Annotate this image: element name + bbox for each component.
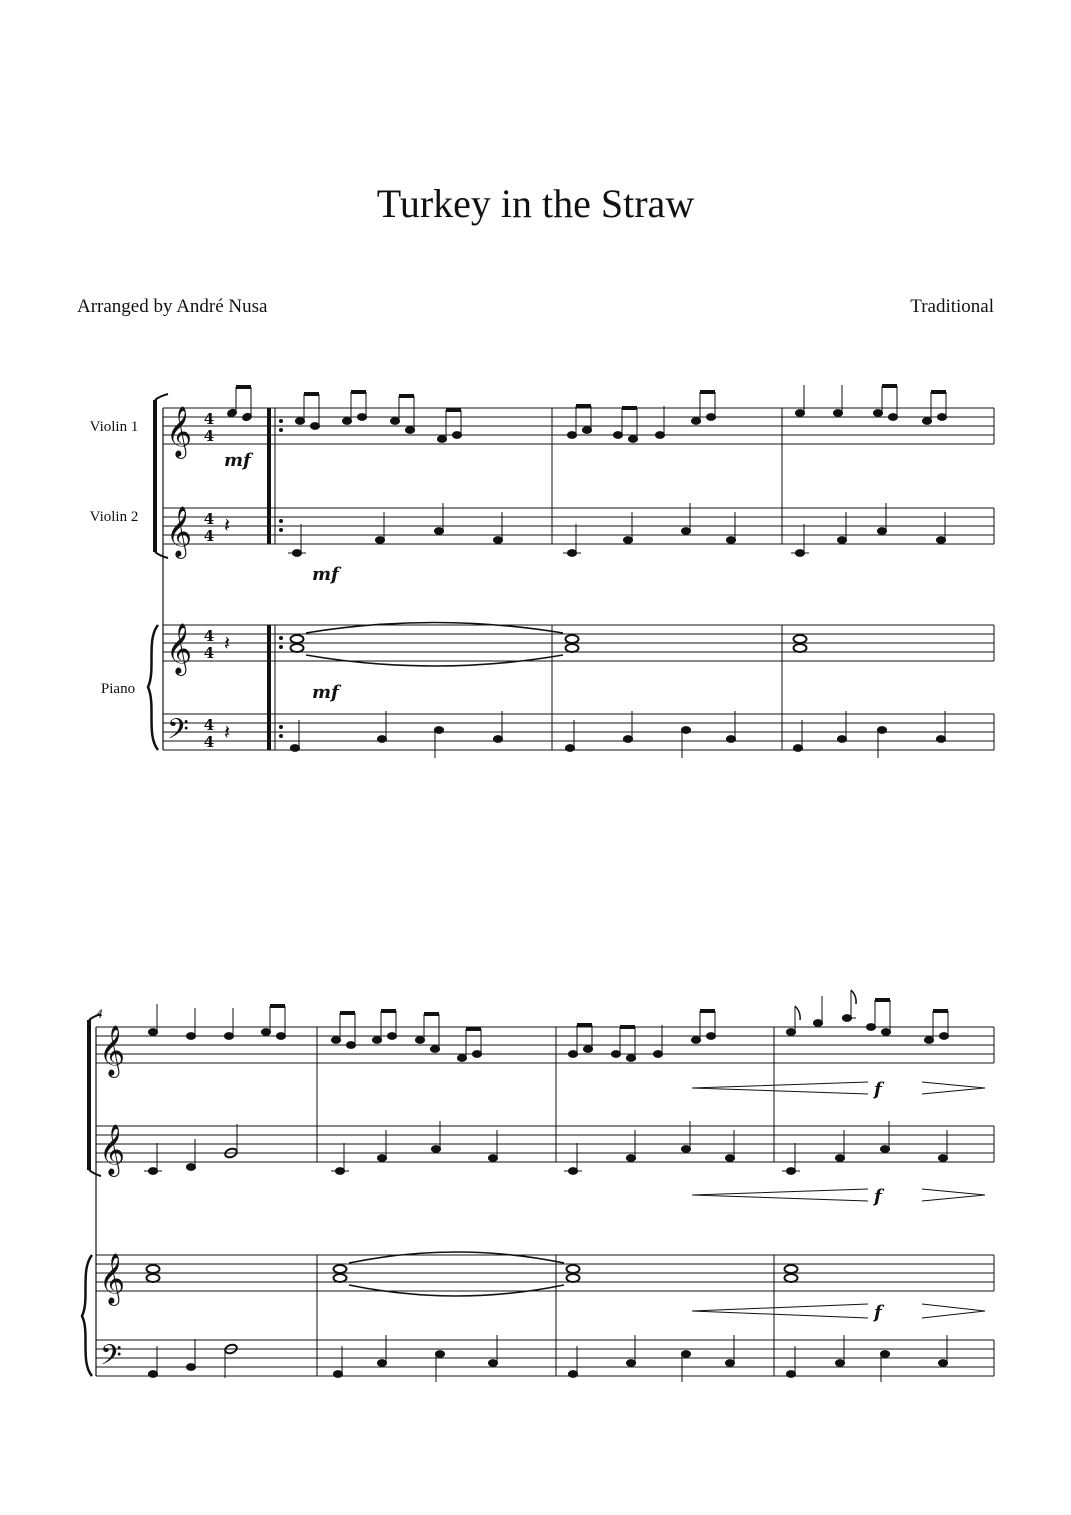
piano-bass-staff [163,714,994,750]
clefs-system-2 [99,1025,125,1379]
dynamic-f-violin1: f [874,1079,882,1100]
piano-brace [82,1255,92,1376]
time-sig-num: 4 [203,716,215,734]
piano-brace [148,625,158,750]
instrument-name-violin1: Violin 1 [89,419,139,435]
piece-title: Turkey in the Straw [376,181,695,226]
piano-treble-staff [163,625,994,661]
barlines-system-2 [317,1027,994,1376]
tie [306,623,563,634]
system-2 [82,1014,994,1376]
time-sig-num: 4 [203,510,215,528]
instrument-name-piano: Piano [100,681,136,697]
treble-clef-icon: 𝄞 [99,1025,126,1076]
time-sig-num: 4 [203,627,215,645]
time-sig-den: 4 [203,427,215,445]
svg-text:𝄽: 𝄽 [224,720,231,744]
v2-m2 [563,503,736,556]
arranger-credit: Arranged by André Nusa [77,296,268,317]
instrument-name-violin2: Violin 2 [89,509,139,525]
treble-clef-icon: 𝄞 [166,506,193,557]
violin2-notes-system-2 [144,1121,948,1174]
violin1-staff [163,408,994,444]
time-sig-den: 4 [203,644,215,662]
svg-text:𝄽: 𝄽 [224,631,231,655]
time-signatures-system-1 [204,410,214,751]
dynamic-mf-piano: mf [312,682,339,703]
violin1-notes-system-2 [148,990,948,1061]
hairpins-violin1 [692,1082,985,1094]
measure-number: 4 [96,1006,103,1021]
barlines-system-1 [552,408,994,750]
treble-clef-icon: 𝄞 [166,623,193,674]
dynamic-mf-violin2: mf [312,564,339,585]
system-1 [148,394,994,750]
piano-notes-system-2 [147,1252,948,1382]
violin1-notes-system-1 [227,385,947,442]
v2-m1 [288,503,503,556]
v2-m3 [791,503,946,556]
dynamic-mf-violin1: mf [224,450,251,471]
time-sig-den: 4 [203,527,215,545]
treble-clef-icon: 𝄞 [166,406,193,457]
dynamic-f-violin2: f [874,1186,882,1207]
time-sig-num: 4 [203,410,215,428]
violin2-staff [163,508,994,544]
treble-clef-icon: 𝄞 [99,1124,126,1175]
composer-credit: Traditional [910,296,994,317]
tie [349,1252,564,1263]
hairpins-piano [692,1304,985,1318]
dynamic-f-piano: f [874,1302,882,1323]
violin2-notes-system-1 [224,503,946,556]
bass-clef-icon: 𝄢 [167,713,189,753]
repeat-start-barline [269,408,275,750]
hairpins-violin2 [692,1189,985,1201]
repeat-dots [279,419,283,738]
piano-treble-staff [96,1255,994,1291]
treble-clef-icon: 𝄞 [99,1253,126,1304]
time-sig-den: 4 [203,733,215,751]
bass-clef-icon: 𝄢 [100,1339,122,1379]
svg-text:𝄽: 𝄽 [224,513,231,537]
clefs-system-1 [166,406,192,753]
